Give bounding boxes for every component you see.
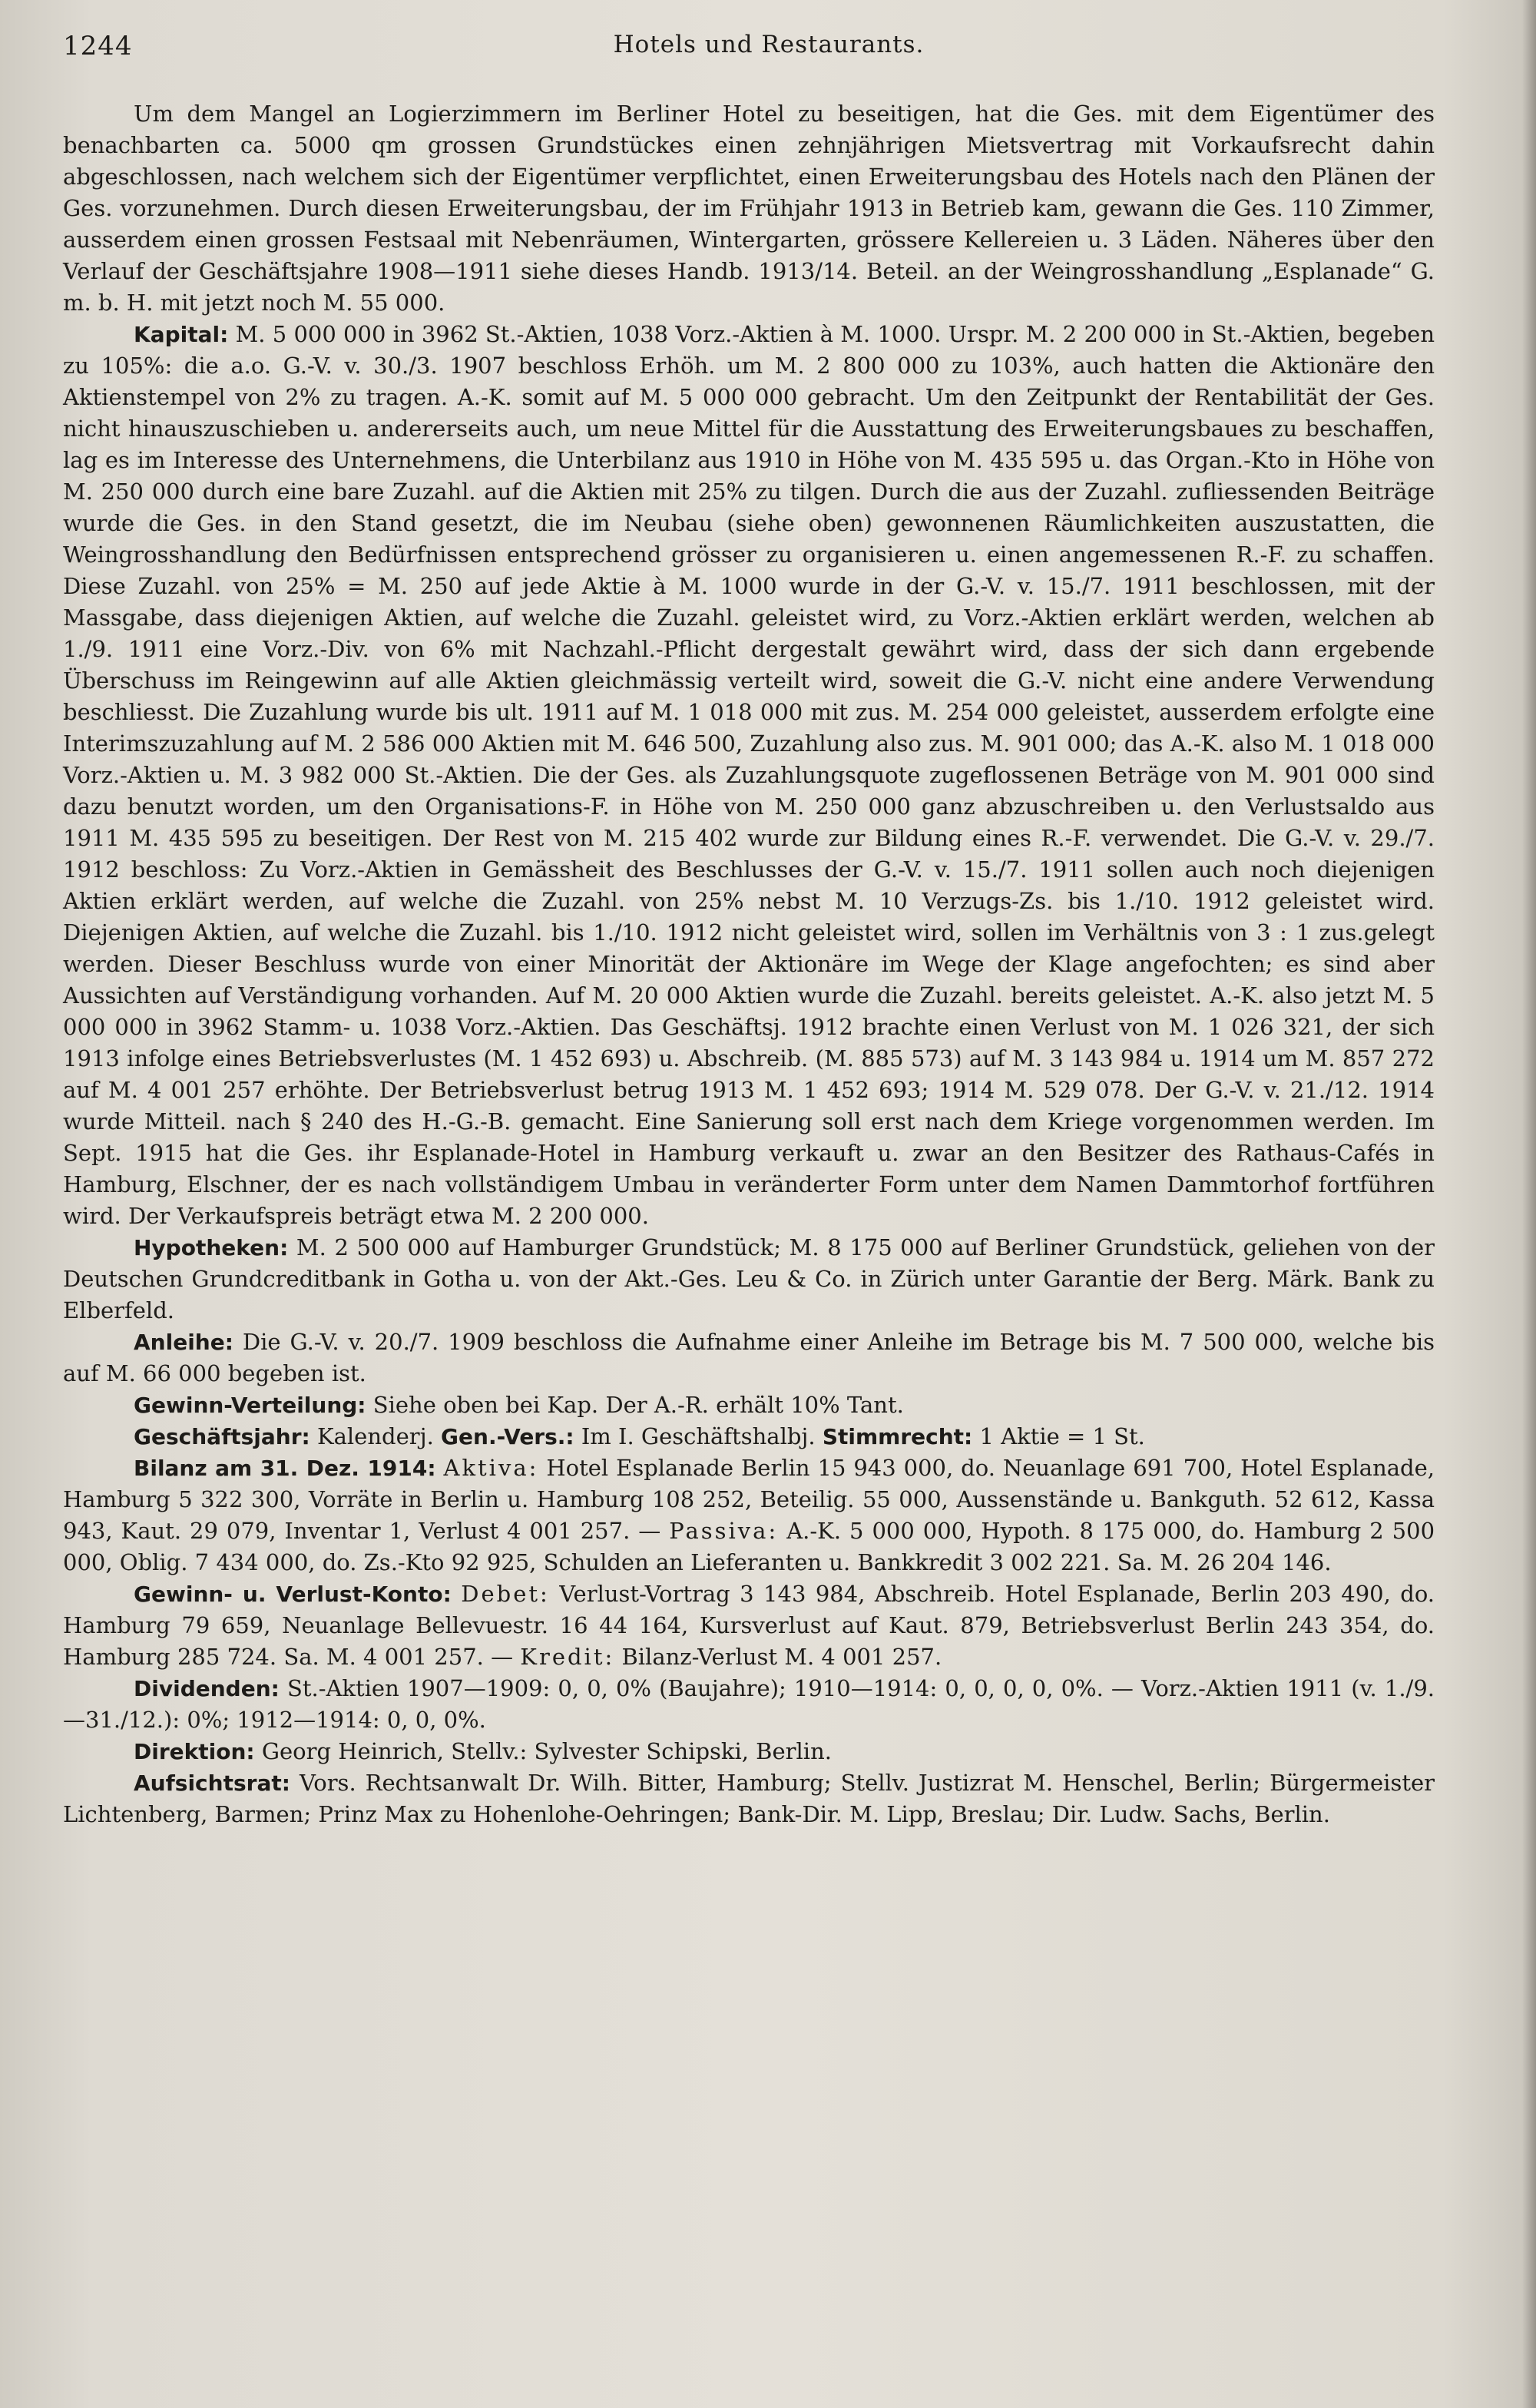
anleihe-paragraph: [63, 1327, 1435, 1389]
dividenden-text: St.-Aktien 1907—1909: 0, 0, 0% (Baujahre); 1910—1914: 0, 0, 0, 0, 0%. — Vorz.-Aktien 1911 (v. 1./9.—31./12.): 0%; 1912—1914: 0, 0, 0%.: [63, 1675, 1435, 1733]
debet-label: Debet:: [461, 1581, 550, 1607]
geschaeftsjahr-paragraph: [63, 1421, 1435, 1452]
aufsichtsrat-text: Vors. Rechtsanwalt Dr. Wilh. Bitter, Hamburg; Stellv. Justizrat M. Henschel, Berlin; Bürgermeister Lichtenberg, Barmen; Prinz Max zu Hohenlohe-Oehringen; Bank-Dir. M. Lipp, Breslau; Dir. Ludw. Sachs, Berlin.: [63, 1770, 1435, 1827]
hypotheken-label: Hypotheken:: [134, 1235, 289, 1260]
intro-paragraph: Um dem Mangel an Logierzimmern im Berliner Hotel zu beseitigen, hat die Ges. mit dem Eigentümer des benachbarten ca. 5000 qm grossen Grundstückes einen zehnjährigen Mietsvertrag mit Vorkaufsrecht dahin abgeschlossen, nach welchem sich der Eigentümer verpflichtet, einen Erweiterungsbau des Hotels nach den Plänen der Ges. vorzunehmen. Durch diesen Erweiterungsbau, der im Frühjahr 1913 in Betrieb kam, gewann die Ges. 110 Zimmer, ausserdem einen grossen Festsaal mit Nebenräumen, Wintergarten, grössere Kellereien u. 3 Läden. Näheres über den Verlauf der Geschäftsjahre 1908—1911 siehe dieses Handb. 1913/14. Beteil. an der Weingrosshandlung „Esplanade“ G. m. b. H. mit jetzt noch M. 55 000.: [63, 101, 1435, 316]
dividenden-paragraph: [63, 1673, 1435, 1736]
aktiva-text: Hotel Esplanade Berlin 15 943 000, do. Neuanlage 691 700, Hotel Esplanade, Hamburg 5 322 300, Vorräte in Berlin u. Hamburg 108 252, Beteilig. 55 000, Aussenstände u. Bankguth. 52 612, Kassa 943, Kaut. 29 079, Inventar 1, Verlust 4 001 257. —: [63, 1455, 1435, 1544]
kredit-label: Kredit:: [520, 1644, 615, 1670]
geschaeftsjahr-label: Geschäftsjahr:: [134, 1424, 310, 1449]
gewinn-verteilung-text: Siehe oben bei Kap. Der A.-R. erhält 10% Tant.: [372, 1392, 904, 1418]
kapital-paragraph: [63, 319, 1435, 1232]
stimmrecht-label: Stimmrecht:: [822, 1424, 973, 1449]
aufsichtsrat-paragraph: [63, 1767, 1435, 1830]
aufsichtsrat-label: Aufsichtsrat:: [134, 1770, 290, 1796]
geschaeftsjahr-text: Kalenderj.: [316, 1423, 434, 1449]
stimmrecht-text: 1 Aktie = 1 St.: [979, 1423, 1145, 1449]
direktion-text: Georg Heinrich, Stellv.: Sylvester Schipski, Berlin.: [261, 1738, 832, 1764]
gewinn-verteilung-paragraph: [63, 1389, 1435, 1421]
running-title: Hotels und Restaurants.: [613, 31, 925, 58]
entry-body: [63, 98, 1435, 1830]
gen-vers-text: Im I. Geschäftshalbj.: [581, 1423, 816, 1449]
kapital-text: M. 5 000 000 in 3962 St.-Aktien, 1038 Vorz.-Aktien à M. 1000. Urspr. M. 2 200 000 in St.-Aktien, begeben zu 105%: die a.o. G.-V. v. 30./3. 1907 beschloss Erhöh. um M. 2 800 000 zu 103%, auch hatten die Aktionäre den Aktienstempel von 2% zu tragen. A.-K. somit auf M. 5 000 000 gebracht. Um den Zeitpunkt der Rentabilität der Ges. nicht hinauszuschieben u. andererseits auch, um neue Mittel für die Ausstattung des Erweiterungsbaues zu beschaffen, lag es im Interesse des Unternehmens, die Unterbilanz aus 1910 in Höhe von M. 435 595 u. das Organ.-Kto in Höhe von M. 250 000 durch eine bare Zuzahl. auf die Aktien mit 25% zu tilgen. Durch die aus der Zuzahl. zufliessenden Beiträge wurde die Ges. in den Stand gesetzt, die im Neubau (siehe oben) gewonnenen Räumlichkeiten auszustatten, die Weingrosshandlung den Bedürfnissen entsprechend grösser zu organisieren u. einen angemessenen R.-F. zu schaffen. Diese Zuzahl. von 25% = M. 250 auf jede Aktie à M. 1000 wurde in der G.-V. v. 15./7. 1911 beschlossen, mit der Massgabe, dass diejenigen Aktien, auf welche die Zuzahl. geleistet wird, zu Vorz.-Aktien erklärt werden, welchen ab 1./9. 1911 eine Vorz.-Div. von 6% mit Nachzahl.-Pflicht dergestalt gewährt wird, dass der sich dann ergebende Überschuss im Reingewinn auf alle Aktien gleichmässig verteilt wird, soweit die G.-V. nicht eine andere Verwendung beschliesst. Die Zuzahlung wurde bis ult. 1911 auf M. 1 018 000 mit zus. M. 254 000 geleistet, ausserdem erfolgte eine Interimszuzahlung auf M. 2 586 000 Aktien mit M. 646 500, Zuzahlung also zus. M. 901 000; das A.-K. also M. 1 018 000 Vorz.-Aktien u. M. 3 982 000 St.-Aktien. Die der Ges. als Zuzahlungsquote zugeflossenen Beträge von M. 901 000 sind dazu benutzt worden, um den Organisations-F. in Höhe von M. 250 000 ganz abzuschreiben u. den Verlustsaldo aus 1911 M. 435 595 zu beseitigen. Der Rest von M. 215 402 wurde zur Bildung eines R.-F. verwendet. Die G.-V. v. 29./7. 1912 beschloss: Zu Vorz.-Aktien in Gemässheit des Beschlusses der G.-V. v. 15./7. 1911 sollen auch noch diejenigen Aktien erklärt werden, auf welche die Zuzahl. von 25% nebst M. 10 Verzugs-Zs. bis 1./10. 1912 geleistet wird. Diejenigen Aktien, auf welche die Zuzahl. bis 1./10. 1912 nicht geleistet wird, sollen im Verhältnis von 3 : 1 zus.gelegt werden. Dieser Beschluss wurde von einer Minorität der Aktionäre im Wege der Klage angefochten; es sind aber Aussichten auf Verständigung vorhanden. Auf M. 20 000 Aktien wurde die Zuzahl. bereits geleistet. A.-K. also jetzt M. 5 000 000 in 3962 Stamm- u. 1038 Vorz.-Aktien. Das Geschäftsj. 1912 brachte einen Verlust von M. 1 026 321, der sich 1913 infolge eines Betriebsverlustes (M. 1 452 693) u. Abschreib. (M. 885 573) auf M. 3 143 984 u. 1914 um M. 857 272 auf M. 4 001 257 erhöhte. Der Betriebsverlust betrug 1913 M. 1 452 693; 1914 M. 529 078. Der G.-V. v. 21./12. 1914 wurde Mitteil. nach § 240 des H.-G.-B. gemacht. Eine Sanierung soll erst nach dem Kriege vorgenommen werden. Im Sept. 1915 hat die Ges. ihr Esplanade-Hotel in Hamburg verkauft u. zwar an den Besitzer des Rathaus-Cafés in Hamburg, Elschner, der es nach vollständigem Umbau in veränderter Form unter dem Namen Dammtorhof fortführen wird. Der Verkaufspreis beträgt etwa M. 2 200 000.: [63, 321, 1435, 1229]
aktiva-label: Aktiva:: [443, 1455, 539, 1481]
page-header: [63, 31, 1475, 77]
anleihe-text: Die G.-V. v. 20./7. 1909 beschloss die Aufnahme einer Anleihe im Betrage bis M. 7 500 000, welche bis auf M. 66 000 begeben ist.: [63, 1329, 1435, 1386]
dividenden-label: Dividenden:: [134, 1676, 280, 1701]
gen-vers-label: Gen.-Vers.:: [441, 1424, 574, 1449]
kapital-label: Kapital:: [134, 322, 229, 347]
passiva-text: A.-K. 5 000 000, Hypoth. 8 175 000, do. Hamburg 2 500 000, Oblig. 7 434 000, do. Zs.-Kto 92 925, Schulden an Lieferanten u. Bankkredit 3 002 221. Sa. M. 26 204 146.: [63, 1518, 1435, 1575]
direktion-paragraph: [63, 1736, 1435, 1767]
page-number: 1244: [63, 31, 133, 61]
direktion-label: Direktion:: [134, 1739, 255, 1764]
debet-text: Verlust-Vortrag 3 143 984, Abschreib. Hotel Esplanade, Berlin 203 490, do. Hamburg 79 659, Neuanlage Bellevuestr. 16 44 164, Kursverlust auf Kaut. 879, Betriebsverlust Berlin 243 354, do. Hamburg 285 724. Sa. M. 4 001 257. —: [63, 1581, 1435, 1670]
bilanz-label: Bilanz am 31. Dez. 1914:: [134, 1456, 436, 1481]
anleihe-label: Anleihe:: [134, 1330, 233, 1355]
passiva-label: Passiva:: [669, 1518, 779, 1544]
gewinn-verteilung-label: Gewinn-Verteilung:: [134, 1393, 366, 1418]
hypotheken-text: M. 2 500 000 auf Hamburger Grundstück; M. 8 175 000 auf Berliner Grundstück, geliehen von der Deutschen Grundcreditbank in Gotha u. von der Akt.-Ges. Leu & Co. in Zürich unter Garantie der Berg. Märk. Bank zu Elberfeld.: [63, 1234, 1435, 1323]
gewinn-konto-label: Gewinn- u. Verlust-Konto:: [134, 1582, 452, 1607]
gewinn-konto-paragraph: [63, 1578, 1435, 1673]
bilanz-paragraph: [63, 1452, 1435, 1578]
kredit-text: Bilanz-Verlust M. 4 001 257.: [621, 1644, 942, 1670]
hypotheken-paragraph: [63, 1232, 1435, 1327]
